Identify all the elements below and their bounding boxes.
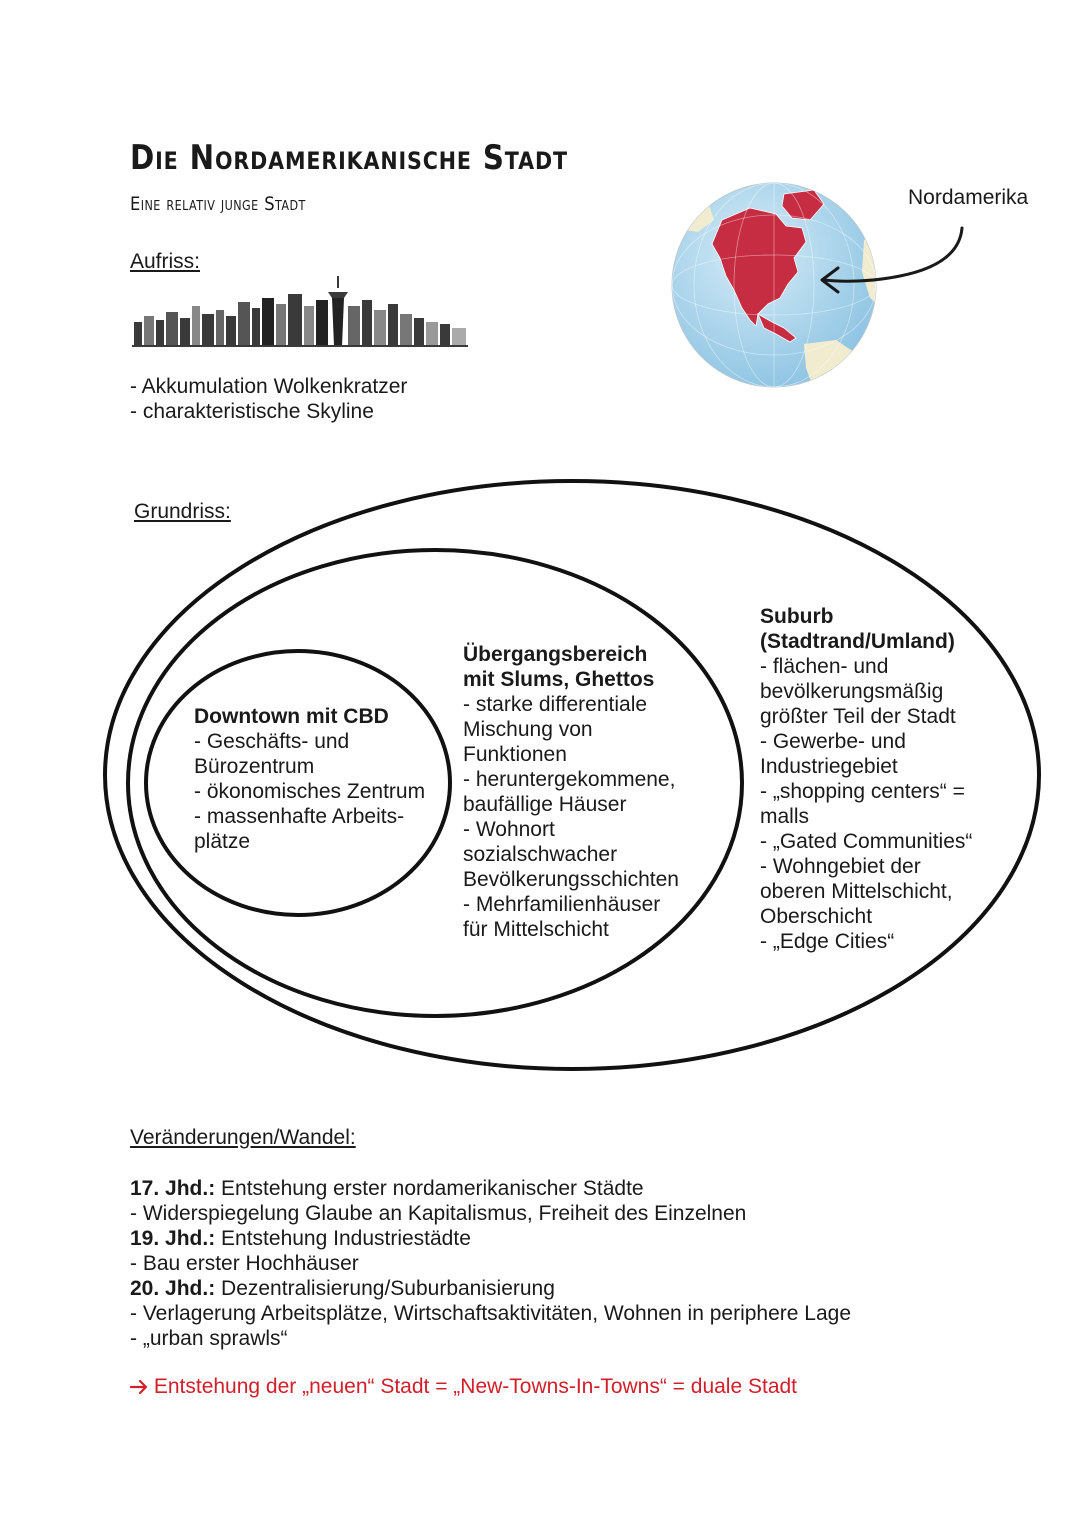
- transition-line: - Wohnort: [463, 818, 555, 841]
- city-skyline-icon: [132, 276, 468, 348]
- downtown-line: Bürozentrum: [194, 755, 315, 778]
- transition-title: mit Slums, Ghettos: [463, 668, 655, 691]
- transition-line: Bevölkerungsschichten: [463, 868, 679, 891]
- entry-text: Entstehung Industriestädte: [215, 1227, 471, 1250]
- entry-text: Entstehung erster nordamerikanischer Städte: [215, 1177, 644, 1200]
- aufriss-bullet: - Akkumulation Wolkenkratzer: [130, 375, 408, 398]
- timeline-entry: - „urban sprawls“: [130, 1327, 288, 1350]
- conclusion-text: Entstehung der „neuen“ Stadt = „New-Towns-In-Towns“ = duale Stadt: [153, 1375, 798, 1398]
- suburb-text: [760, 604, 972, 954]
- transition-line: Mischung von: [463, 718, 593, 741]
- downtown-text: [194, 704, 425, 854]
- callout-arrow: [810, 222, 970, 302]
- downtown-line: - massenhafte Arbeits-: [194, 805, 405, 828]
- suburb-line: Oberschicht: [760, 905, 873, 928]
- wandel-heading: Veränderungen/Wandel:: [130, 1126, 356, 1149]
- transition-line: - heruntergekommene,: [463, 768, 676, 791]
- transition-line: für Mittelschicht: [463, 918, 609, 941]
- downtown-line: - ökonomisches Zentrum: [194, 780, 426, 803]
- transition-line: - starke differentiale: [463, 693, 648, 716]
- transition-line: Funktionen: [463, 743, 567, 766]
- suburb-line: - „Gated Communities“: [760, 830, 973, 853]
- century-label: 19. Jhd.:: [130, 1227, 216, 1250]
- suburb-line: - „shopping centers“ =: [760, 780, 965, 803]
- downtown-line: - Geschäfts- und: [194, 730, 350, 753]
- aufriss-bullet: - charakteristische Skyline: [130, 400, 374, 423]
- aufriss-heading: Aufriss:: [130, 250, 201, 273]
- timeline-entry: - Bau erster Hochhäuser: [130, 1252, 359, 1275]
- suburb-line: - Wohngebiet der: [760, 855, 921, 878]
- transition-title: Übergangsbereich: [463, 643, 648, 666]
- suburb-line: - flächen- und: [760, 655, 889, 678]
- grundriss-heading: Grundriss:: [134, 500, 231, 523]
- globe-label: Nordamerika: [908, 186, 1029, 209]
- wandel-timeline: [130, 1176, 851, 1351]
- downtown-title: Downtown mit CBD: [194, 705, 389, 728]
- century-label: 17. Jhd.:: [130, 1177, 216, 1200]
- suburb-line: - „Edge Cities“: [760, 930, 895, 953]
- century-label: 20. Jhd.:: [130, 1277, 216, 1300]
- timeline-entry: [130, 1276, 851, 1301]
- entry-text: Dezentralisierung/Suburbanisierung: [215, 1277, 555, 1300]
- downtown-line: plätze: [194, 830, 251, 853]
- suburb-line: größter Teil der Stadt: [760, 705, 956, 728]
- suburb-line: - Gewerbe- und: [760, 730, 906, 753]
- right-arrow-icon: [130, 1379, 148, 1395]
- transition-line: baufällige Häuser: [463, 793, 627, 816]
- suburb-line: malls: [760, 805, 810, 828]
- timeline-entry: [130, 1226, 851, 1251]
- conclusion: [130, 1375, 797, 1399]
- timeline-entry: - Verlagerung Arbeitsplätze, Wirtschaftsaktivitäten, Wohnen in periphere Lage: [130, 1302, 852, 1325]
- transition-line: - Mehrfamilienhäuser: [463, 893, 661, 916]
- suburb-title: (Stadtrand/Umland): [760, 630, 955, 653]
- suburb-title: Suburb: [760, 605, 834, 628]
- timeline-entry: - Widerspiegelung Glaube an Kapitalismus, Freiheit des Einzelnen: [130, 1202, 747, 1225]
- timeline-entry: [130, 1176, 851, 1201]
- page-subtitle: Eine relativ junge Stadt: [130, 193, 306, 215]
- suburb-line: Industriegebiet: [760, 755, 898, 778]
- suburb-line: bevölkerungsmäßig: [760, 680, 944, 703]
- aufriss-bullets: [130, 374, 407, 424]
- suburb-line: oberen Mittelschicht,: [760, 880, 953, 903]
- page-title: Die Nordamerikanische Stadt: [130, 138, 568, 178]
- transition-line: sozialschwacher: [463, 843, 618, 866]
- transition-text: [463, 642, 679, 942]
